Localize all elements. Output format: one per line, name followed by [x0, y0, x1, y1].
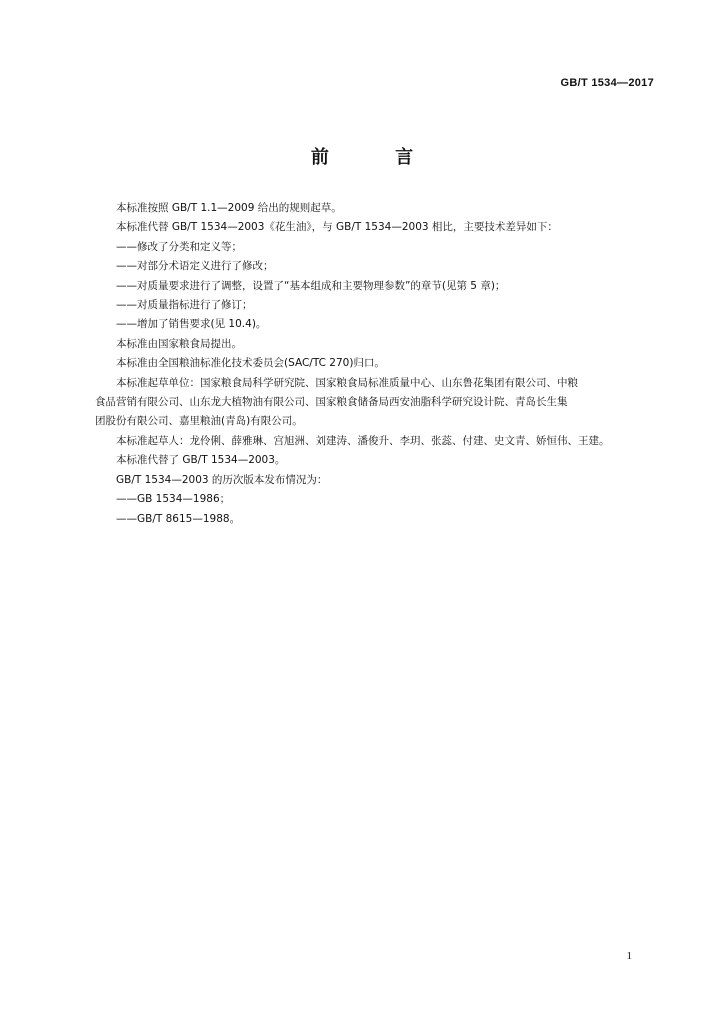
- page-number: 1: [626, 950, 632, 962]
- paragraph-drafters: 本标准起草人：龙伶俐、薛雅琳、宫旭洲、刘建涛、潘俊升、李玥、张蕊、付建、史文青、娇恒伟、王建。: [116, 434, 610, 447]
- difference-item: ——对质量指标进行了修订；: [116, 299, 253, 312]
- history-item: ——GB 1534—1986；: [116, 493, 231, 506]
- page-title: 前 言: [310, 147, 444, 168]
- difference-item: ——修改了分类和定义等；: [116, 240, 242, 253]
- paragraph-administered-by: 本标准由全国粮油标准化技术委员会(SAC/TC 270)归口。: [116, 357, 385, 370]
- paragraph-supersedes: 本标准代替了 GB/T 1534—2003。: [116, 454, 286, 467]
- difference-item: ——对部分术语定义进行了修改；: [116, 260, 274, 273]
- difference-item: ——对质量要求进行了调整，设置了“基本组成和主要物理参数”的章节(见第 5 章)；: [116, 279, 506, 292]
- paragraph-drafting-rule: 本标准按照 GB/T 1.1—2009 给出的规则起草。: [116, 202, 342, 214]
- paragraph-replaces: 本标准代替 GB/T 1534—2003《花生油》，与 GB/T 1534—2003 相比，主要技术差异如下：: [116, 221, 558, 234]
- standard-code: GB/T 1534—2017: [560, 77, 654, 89]
- foreword-body: [95, 199, 655, 529]
- difference-item: ——增加了销售要求(见 10.4)。: [116, 318, 267, 331]
- paragraph-proposed-by: 本标准由国家粮食局提出。: [116, 337, 242, 350]
- paragraph-drafting-units: 本标准起草单位：国家粮食局科学研究院、国家粮食局标准质量中心、山东鲁花集团有限公司、中粮: [116, 376, 578, 389]
- paragraph-drafting-units-cont: 团股份有限公司、嘉里粮油(青岛)有限公司。: [95, 415, 303, 428]
- paragraph-history: GB/T 1534—2003 的历次版本发布情况为：: [116, 473, 328, 486]
- paragraph-drafting-units-cont: 食品营销有限公司、山东龙大植物油有限公司、国家粮食储备局西安油脂科学研究设计院、青岛长生集: [95, 396, 568, 409]
- history-item: ——GB/T 8615—1988。: [116, 512, 241, 525]
